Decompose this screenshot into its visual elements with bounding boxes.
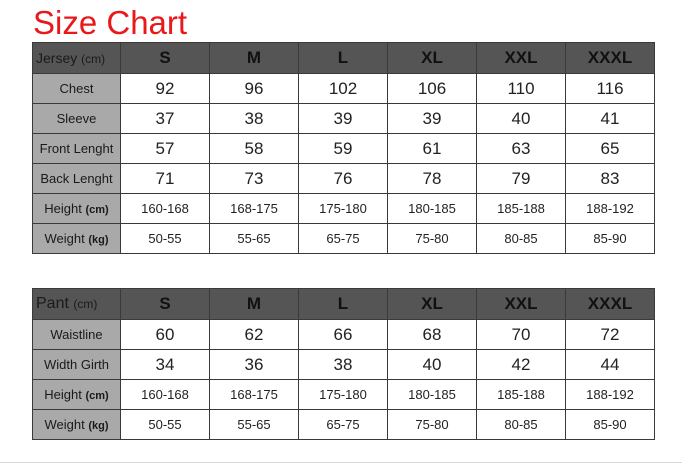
jersey-value-cell: 40 bbox=[477, 104, 566, 134]
jersey-value-cell: 116 bbox=[566, 74, 655, 104]
jersey-value-cell: 85-90 bbox=[566, 224, 655, 254]
jersey-corner-label: Jersey bbox=[36, 50, 78, 66]
pant-row-label-cell bbox=[33, 350, 121, 380]
pant-row-label: Height bbox=[44, 387, 82, 402]
jersey-size-header: XXXL bbox=[566, 43, 655, 74]
jersey-value-cell: 160-168 bbox=[121, 194, 210, 224]
jersey-row-unit: (cm) bbox=[85, 204, 109, 216]
jersey-value-cell: 78 bbox=[388, 164, 477, 194]
pant-row-label-cell bbox=[33, 380, 121, 410]
jersey-value-cell: 37 bbox=[121, 104, 210, 134]
jersey-value-cell: 188-192 bbox=[566, 194, 655, 224]
pant-value-cell: 40 bbox=[388, 350, 477, 380]
pant-row bbox=[33, 380, 655, 410]
pant-value-cell: 60 bbox=[121, 320, 210, 350]
jersey-value-cell: 39 bbox=[388, 104, 477, 134]
jersey-row bbox=[33, 194, 655, 224]
jersey-size-header: XXL bbox=[477, 43, 566, 74]
pant-corner-cell bbox=[33, 289, 121, 320]
pant-row bbox=[33, 410, 655, 440]
pant-row-label: Width Girth bbox=[43, 357, 109, 372]
pant-row-label: Weight bbox=[44, 417, 85, 432]
jersey-value-cell: 92 bbox=[121, 74, 210, 104]
pant-size-header: S bbox=[121, 289, 210, 320]
pant-size-header: XL bbox=[388, 289, 477, 320]
pant-value-cell: 180-185 bbox=[388, 380, 477, 410]
jersey-value-cell: 55-65 bbox=[210, 224, 299, 254]
jersey-corner-unit: (cm) bbox=[81, 52, 106, 66]
pant-row bbox=[33, 350, 655, 380]
jersey-value-cell: 65 bbox=[566, 134, 655, 164]
jersey-value-cell: 185-188 bbox=[477, 194, 566, 224]
jersey-value-cell: 41 bbox=[566, 104, 655, 134]
jersey-value-cell: 63 bbox=[477, 134, 566, 164]
jersey-corner-cell bbox=[33, 43, 121, 74]
jersey-value-cell: 106 bbox=[388, 74, 477, 104]
pant-value-cell: 85-90 bbox=[566, 410, 655, 440]
jersey-value-cell: 39 bbox=[299, 104, 388, 134]
jersey-value-cell: 180-185 bbox=[388, 194, 477, 224]
jersey-value-cell: 73 bbox=[210, 164, 299, 194]
jersey-value-cell: 58 bbox=[210, 134, 299, 164]
pant-value-cell: 175-180 bbox=[299, 380, 388, 410]
jersey-row bbox=[33, 164, 655, 194]
pant-value-cell: 34 bbox=[121, 350, 210, 380]
pant-value-cell: 160-168 bbox=[121, 380, 210, 410]
jersey-value-cell: 175-180 bbox=[299, 194, 388, 224]
jersey-row-unit: (kg) bbox=[88, 234, 109, 246]
pant-value-cell: 80-85 bbox=[477, 410, 566, 440]
page-title: Size Chart bbox=[33, 4, 188, 41]
jersey-value-cell: 61 bbox=[388, 134, 477, 164]
pant-value-cell: 38 bbox=[299, 350, 388, 380]
pant-value-cell: 70 bbox=[477, 320, 566, 350]
pant-corner-label: Pant bbox=[36, 295, 69, 312]
pant-size-header: XXL bbox=[477, 289, 566, 320]
jersey-value-cell: 79 bbox=[477, 164, 566, 194]
pant-row-unit: (kg) bbox=[88, 420, 109, 432]
jersey-value-cell: 57 bbox=[121, 134, 210, 164]
jersey-row-label-cell bbox=[33, 134, 121, 164]
jersey-row-label: Chest bbox=[59, 81, 94, 96]
pant-value-cell: 65-75 bbox=[299, 410, 388, 440]
jersey-value-cell: 96 bbox=[210, 74, 299, 104]
bottom-divider bbox=[0, 462, 682, 463]
jersey-size-table bbox=[32, 42, 655, 254]
jersey-size-header: M bbox=[210, 43, 299, 74]
jersey-value-cell: 71 bbox=[121, 164, 210, 194]
jersey-row-label-cell bbox=[33, 194, 121, 224]
jersey-value-cell: 76 bbox=[299, 164, 388, 194]
jersey-row-label: Sleeve bbox=[56, 111, 97, 126]
jersey-row-label-cell bbox=[33, 104, 121, 134]
jersey-header-row bbox=[33, 43, 655, 74]
jersey-row bbox=[33, 104, 655, 134]
pant-row bbox=[33, 320, 655, 350]
pant-value-cell: 168-175 bbox=[210, 380, 299, 410]
pant-value-cell: 68 bbox=[388, 320, 477, 350]
pant-value-cell: 75-80 bbox=[388, 410, 477, 440]
pant-value-cell: 188-192 bbox=[566, 380, 655, 410]
jersey-value-cell: 38 bbox=[210, 104, 299, 134]
pant-row-label-cell bbox=[33, 410, 121, 440]
jersey-row-label-cell bbox=[33, 224, 121, 254]
jersey-value-cell: 102 bbox=[299, 74, 388, 104]
jersey-value-cell: 50-55 bbox=[121, 224, 210, 254]
pant-value-cell: 185-188 bbox=[477, 380, 566, 410]
pant-size-header: XXXL bbox=[566, 289, 655, 320]
pant-value-cell: 44 bbox=[566, 350, 655, 380]
pant-row-label-cell bbox=[33, 320, 121, 350]
pant-value-cell: 55-65 bbox=[210, 410, 299, 440]
jersey-row-label: Front Lenght bbox=[39, 141, 114, 156]
pant-value-cell: 72 bbox=[566, 320, 655, 350]
pant-value-cell: 50-55 bbox=[121, 410, 210, 440]
pant-corner-unit: (cm) bbox=[73, 297, 98, 311]
jersey-row-label: Height bbox=[44, 201, 82, 216]
jersey-row-label: Weight bbox=[44, 231, 85, 246]
pant-value-cell: 62 bbox=[210, 320, 299, 350]
pant-value-cell: 42 bbox=[477, 350, 566, 380]
jersey-value-cell: 110 bbox=[477, 74, 566, 104]
jersey-value-cell: 168-175 bbox=[210, 194, 299, 224]
pant-size-header: L bbox=[299, 289, 388, 320]
jersey-row-label: Back Lenght bbox=[40, 171, 113, 186]
pant-size-table bbox=[32, 288, 655, 440]
jersey-size-header: L bbox=[299, 43, 388, 74]
pant-size-header: M bbox=[210, 289, 299, 320]
jersey-row bbox=[33, 74, 655, 104]
jersey-size-header: S bbox=[121, 43, 210, 74]
jersey-row-label-cell bbox=[33, 164, 121, 194]
pant-header-row bbox=[33, 289, 655, 320]
jersey-value-cell: 83 bbox=[566, 164, 655, 194]
jersey-value-cell: 65-75 bbox=[299, 224, 388, 254]
pant-value-cell: 36 bbox=[210, 350, 299, 380]
jersey-value-cell: 75-80 bbox=[388, 224, 477, 254]
jersey-row-label-cell bbox=[33, 74, 121, 104]
jersey-value-cell: 59 bbox=[299, 134, 388, 164]
pant-value-cell: 66 bbox=[299, 320, 388, 350]
jersey-row bbox=[33, 224, 655, 254]
jersey-value-cell: 80-85 bbox=[477, 224, 566, 254]
pant-row-label: Waistline bbox=[50, 327, 103, 342]
jersey-size-header: XL bbox=[388, 43, 477, 74]
pant-row-unit: (cm) bbox=[85, 390, 109, 402]
jersey-row bbox=[33, 134, 655, 164]
